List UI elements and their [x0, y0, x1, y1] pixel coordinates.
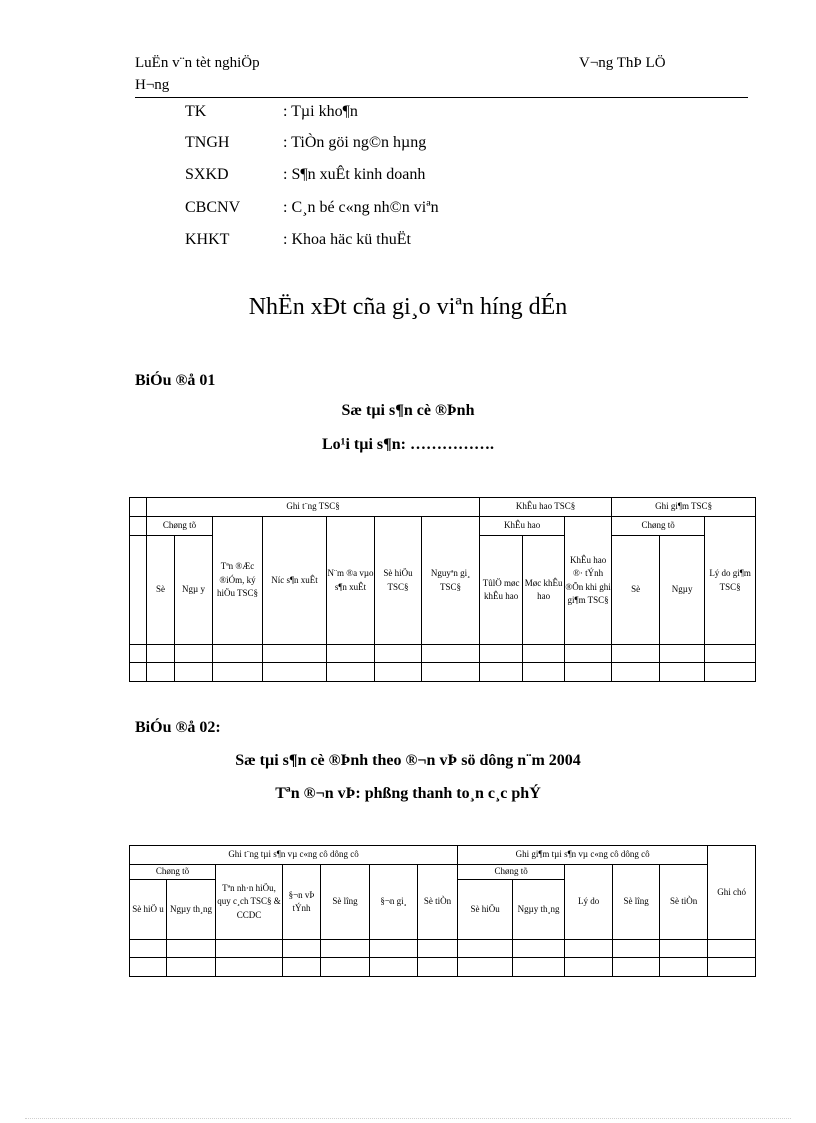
- table-header-cell: Ngµy th¸ng: [167, 880, 216, 940]
- table-header-cell: Ghi chó: [708, 846, 756, 940]
- form2-label: BiÓu ®å 02:: [135, 719, 221, 736]
- table-row: [130, 958, 756, 977]
- table-header-cell: Níc s¶n xuÊt: [263, 517, 327, 645]
- form1-subtitle: Lo¹i tµi s¶n: …………….: [322, 436, 494, 453]
- table-header-cell: §¬n gi¸: [370, 865, 418, 940]
- abbreviation-code: CBCNV: [185, 199, 241, 216]
- table-header-cell: Møc khÊu hao: [523, 536, 565, 645]
- table-header-cell: Chøng tõ: [130, 865, 216, 880]
- table-header-cell: Sè: [147, 536, 175, 645]
- table-cell: [130, 536, 147, 645]
- table-header-cell: KhÊu hao TSC§: [480, 498, 612, 517]
- header-left-line2: H¬ng: [135, 77, 170, 93]
- table-header-cell: Sè hiÖu TSC§: [375, 517, 422, 645]
- table-header-cell: §¬n vÞ tÝnh: [283, 865, 321, 940]
- abbreviation-definition: : Khoa häc kü thuËt: [283, 231, 411, 248]
- table-header-cell: Lý do: [565, 865, 613, 940]
- abbreviation-definition: : C¸n bé c«ng nh©n viªn: [283, 199, 439, 216]
- table-header-cell: Sè tiÒn: [418, 865, 458, 940]
- header-rule: [135, 97, 748, 98]
- abbreviation-code: TNGH: [185, 134, 230, 151]
- abbreviation-item: [185, 103, 585, 123]
- asset-by-unit-table: [129, 845, 756, 977]
- table-header-cell: Nguyªn gi¸ TSC§: [422, 517, 480, 645]
- table-header-cell: KhÊu hao ®· tÝnh ®Õn khi ghi gi¶m TSC§: [565, 517, 612, 645]
- table-header-cell: Lý do gi¶m TSC§: [705, 517, 756, 645]
- form1-title: Sæ tµi s¶n cè ®Þnh: [341, 402, 475, 419]
- abbreviation-code: TK: [185, 103, 207, 120]
- table-header-cell: Ghi t¨ng TSC§: [147, 498, 480, 517]
- table-header-cell: Chøng tõ: [612, 517, 705, 536]
- table-cell: [130, 517, 147, 536]
- table-header-cell: Chøng tõ: [458, 865, 565, 880]
- table-header-cell: Sè hiÖu: [458, 880, 513, 940]
- abbreviation-item: [185, 199, 585, 219]
- abbreviation-item: [185, 134, 585, 154]
- table-header-cell: Sè: [612, 536, 660, 645]
- table-header-cell: Ghi gi¶m TSC§: [612, 498, 756, 517]
- fixed-asset-table: [129, 497, 756, 682]
- abbreviation-item: [185, 231, 585, 251]
- review-title: NhËn xÐt cña gi¸o viªn híng dÉn: [248, 294, 568, 320]
- abbreviation-code: KHKT: [185, 231, 230, 248]
- table-cell: [130, 498, 147, 517]
- table-row: [130, 663, 756, 682]
- table-header-cell: Tªn nh·n hiÖu, quy c¸ch TSC§ & CCDC: [216, 865, 283, 940]
- abbreviation-definition: : Tµi kho¶n: [283, 103, 358, 120]
- abbreviation-item: [185, 166, 585, 186]
- abbreviation-code: SXKD: [185, 166, 229, 183]
- table-header-cell: Ngµy th¸ng: [513, 880, 565, 940]
- page-bottom-rule: [25, 1118, 791, 1119]
- table-header-cell: Chøng tõ: [147, 517, 213, 536]
- table-header-cell: Sè tiÒn: [660, 865, 708, 940]
- table-row: [130, 940, 756, 958]
- table-header-cell: Sè lîng: [321, 865, 370, 940]
- table-header-cell: KhÊu hao: [480, 517, 565, 536]
- table-header-cell: TûlÖ møc khÊu hao: [480, 536, 523, 645]
- form2-title: Sæ tµi s¶n cè ®Þnh theo ®¬n vÞ sö dông n¨m 2004: [235, 752, 581, 769]
- table-header-cell: N¨m ®a vµo s¶n xuÊt: [327, 517, 375, 645]
- form1-label: BiÓu ®å 01: [135, 372, 216, 389]
- table-header-cell: Sè hiÖ u: [130, 880, 167, 940]
- table-header-cell: Ghi t¨ng tµi s¶n vµ c«ng cô dông cô: [130, 846, 458, 865]
- table-header-cell: Ngµy: [660, 536, 705, 645]
- table-header-cell: Ngµ y: [175, 536, 213, 645]
- table-header-cell: Sè lîng: [613, 865, 660, 940]
- header-left-line1: LuËn v¨n tèt nghiÖp: [135, 55, 260, 71]
- table-row: [130, 645, 756, 663]
- table-header-cell: Ghi gi¶m tµi s¶n vµ c«ng cô dông cô: [458, 846, 708, 865]
- header-right: V¬ng ThÞ LÖ: [579, 55, 666, 71]
- abbreviation-definition: : TiÒn göi ng©n hµng: [283, 134, 427, 151]
- form2-subtitle: Tªn ®¬n vÞ: phßng thanh to¸n c¸c phÝ: [275, 785, 541, 802]
- abbreviation-definition: : S¶n xuÊt kinh doanh: [283, 166, 426, 183]
- table-header-cell: Tªn ®Æc ®iÓm, ký hiÖu TSC§: [213, 517, 263, 645]
